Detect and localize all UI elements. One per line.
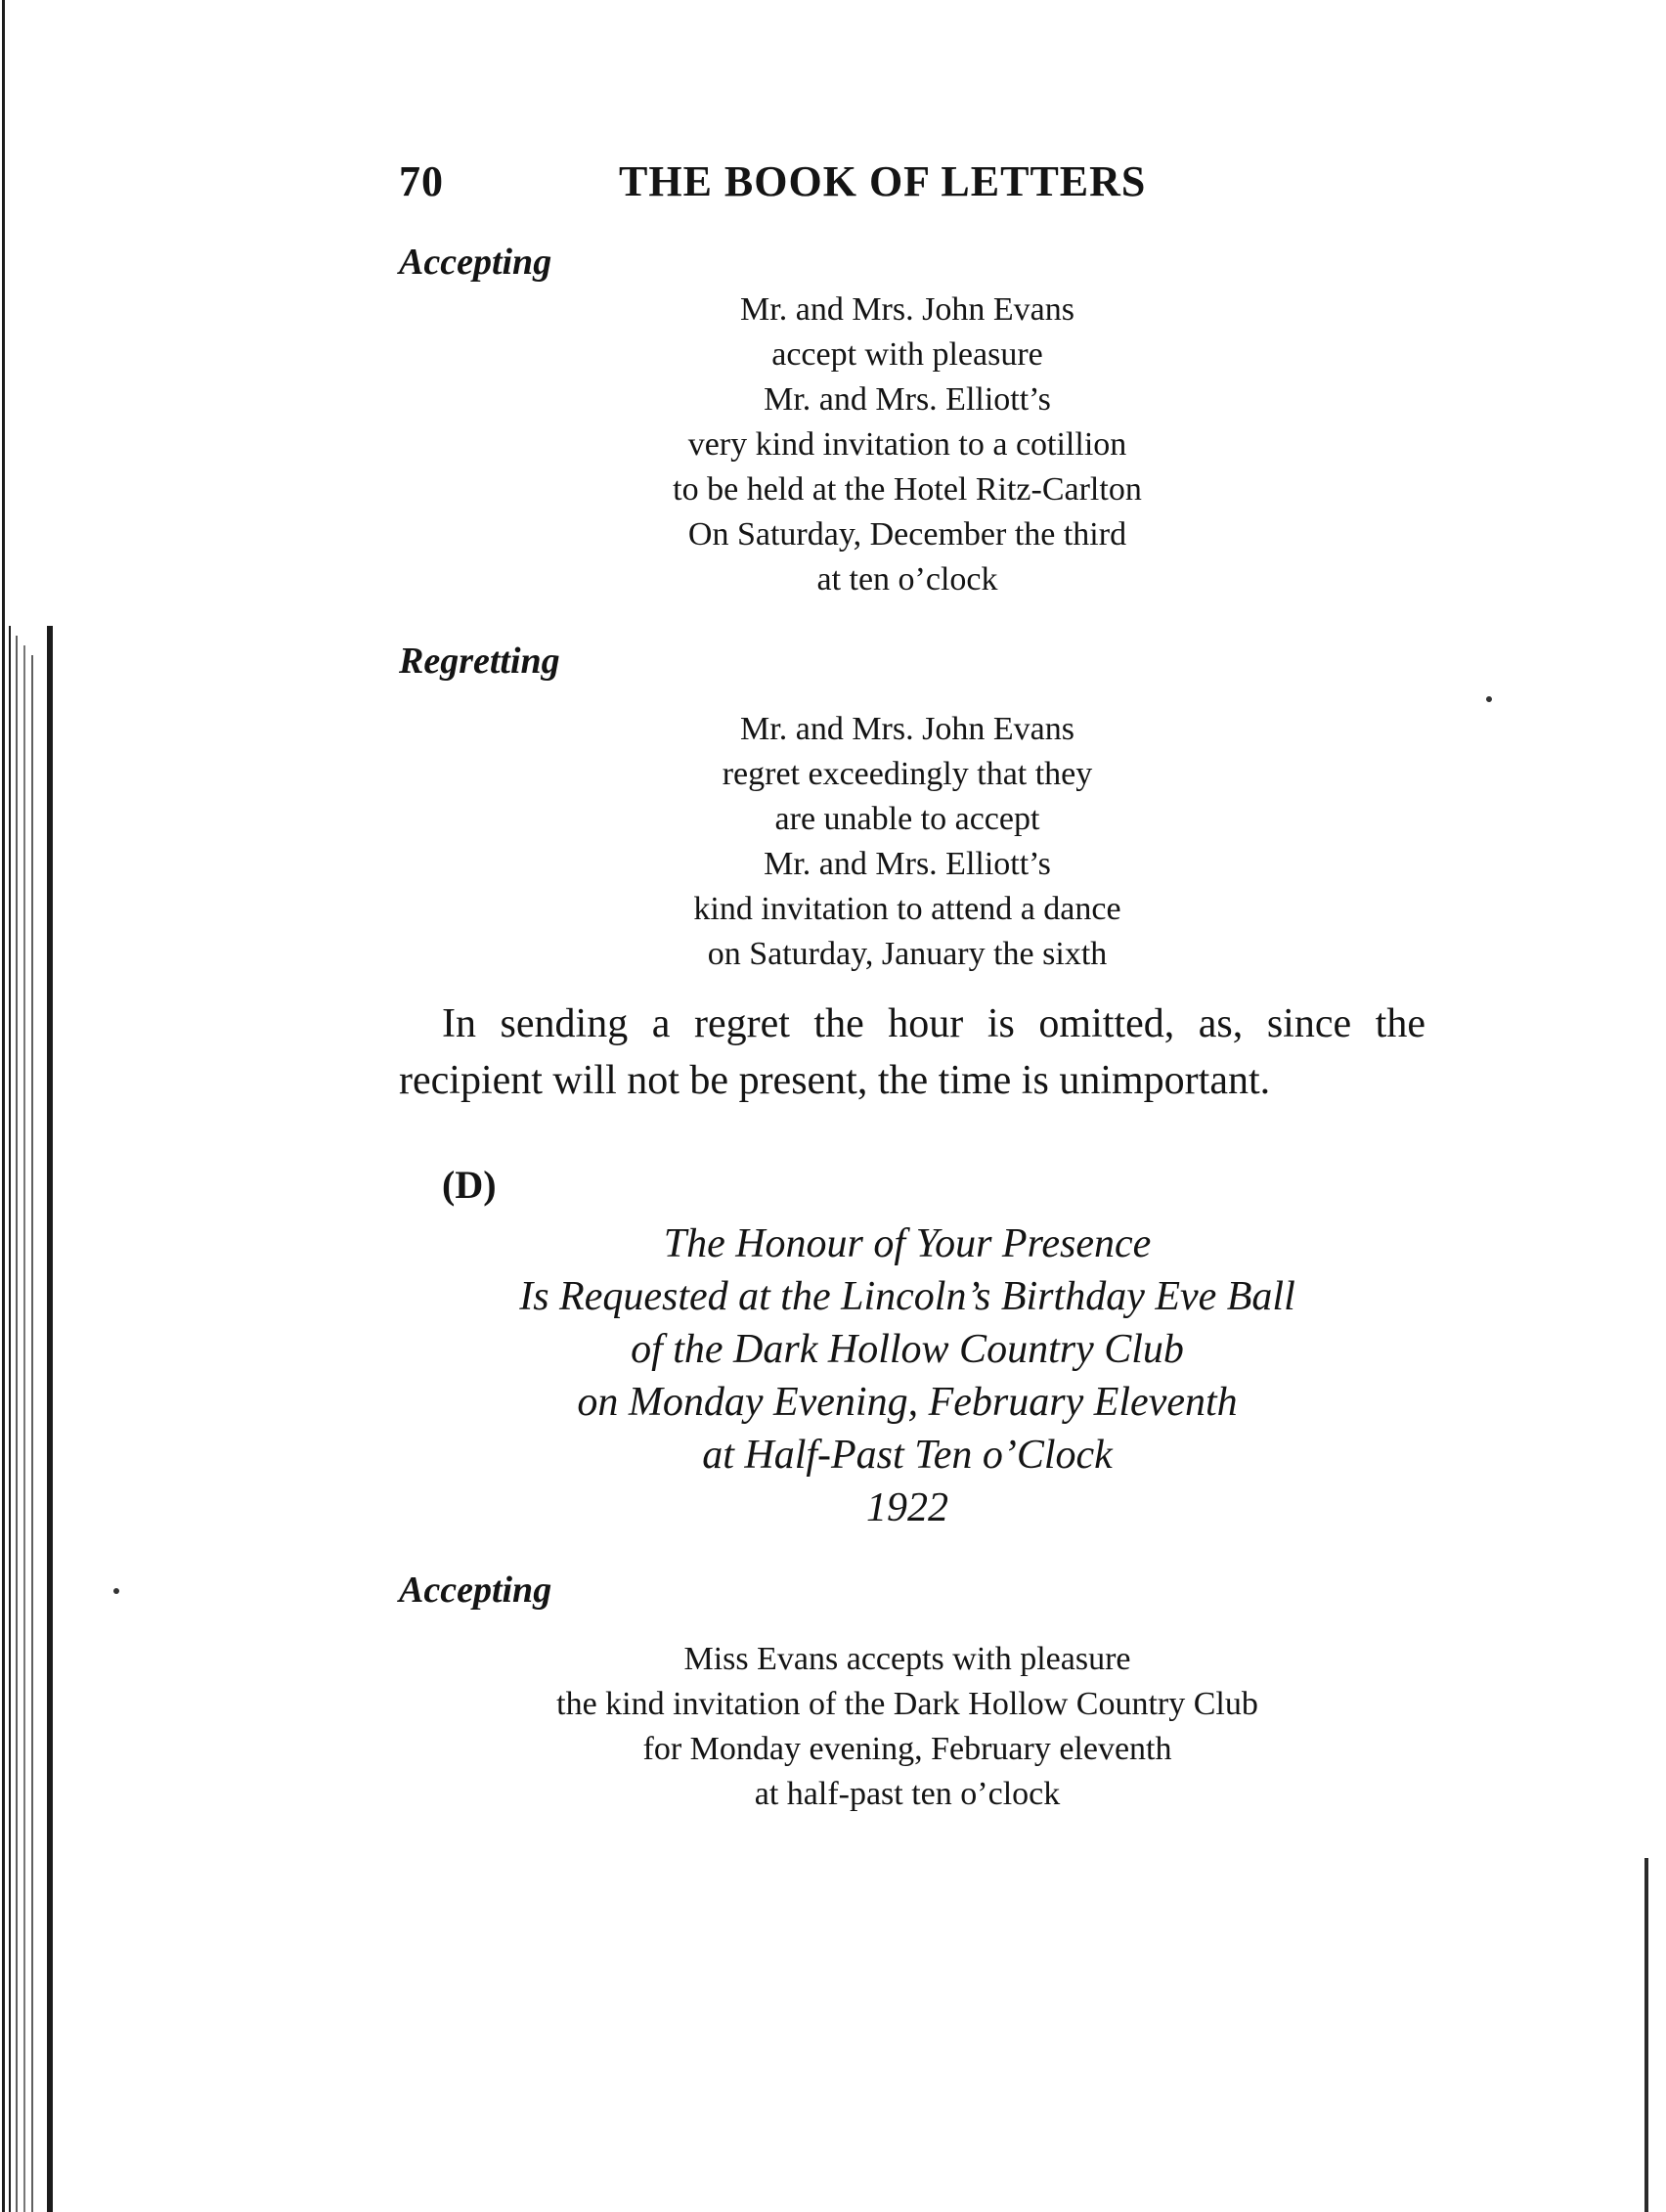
section-label-regretting: Regretting xyxy=(399,641,560,682)
page-header xyxy=(399,156,1210,215)
invitation-line: Is Requested at the Lincoln’s Birthday Eve Ball xyxy=(519,1274,1295,1319)
reply-line: Mr. and Mrs. Elliott’s xyxy=(764,846,1051,882)
reply-line: to be held at the Hotel Ritz-Carlton xyxy=(673,471,1142,508)
book-binding-edge xyxy=(0,0,68,2212)
explanatory-note: In sending a regret the hour is omitted, as, since the recipient will not be present, the time is unimportant. xyxy=(399,1001,1425,1103)
ball-invitation xyxy=(399,1217,1416,1534)
reply-line: accept with pleasure xyxy=(771,336,1043,373)
reply-line: Mr. and Mrs. John Evans xyxy=(740,711,1074,747)
invitation-line: at Half-Past Ten o’Clock xyxy=(702,1433,1113,1478)
reply-line: at half-past ten o’clock xyxy=(754,1776,1061,1812)
invitation-line: 1922 xyxy=(866,1485,948,1530)
section-label-accepting: Accepting xyxy=(399,242,552,283)
scan-speck xyxy=(1486,696,1492,702)
right-edge-shadow xyxy=(1644,1858,1648,2212)
acceptance-reply xyxy=(399,288,1416,602)
reply-line: the kind invitation of the Dark Hollow Country Club xyxy=(556,1686,1258,1722)
reply-line: Miss Evans accepts with pleasure xyxy=(683,1641,1131,1677)
section-marker: (D) xyxy=(442,1163,497,1207)
running-title: THE BOOK OF LETTERS xyxy=(619,157,1147,205)
invitation-line: on Monday Evening, February Eleventh xyxy=(577,1380,1238,1425)
scan-speck xyxy=(113,1588,119,1594)
reply-line: on Saturday, January the sixth xyxy=(707,936,1108,972)
reply-line: On Saturday, December the third xyxy=(687,516,1127,553)
regret-reply xyxy=(399,707,1416,977)
page-number: 70 xyxy=(399,157,444,205)
reply-line: Mr. and Mrs. John Evans xyxy=(740,291,1074,328)
reply-line: for Monday evening, February eleventh xyxy=(642,1731,1172,1767)
reply-line: at ten o’clock xyxy=(816,561,998,597)
invitation-line: The Honour of Your Presence xyxy=(663,1221,1152,1266)
reply-line: are unable to accept xyxy=(774,801,1040,837)
reply-line: kind invitation to attend a dance xyxy=(693,891,1121,927)
reply-line: Mr. and Mrs. Elliott’s xyxy=(764,381,1051,418)
reply-line: regret exceedingly that they xyxy=(722,756,1093,792)
invitation-line: of the Dark Hollow Country Club xyxy=(631,1327,1184,1372)
reply-line: very kind invitation to a cotillion xyxy=(687,426,1127,463)
club-acceptance-reply xyxy=(399,1637,1416,1817)
section-label-accepting-2: Accepting xyxy=(399,1570,552,1611)
